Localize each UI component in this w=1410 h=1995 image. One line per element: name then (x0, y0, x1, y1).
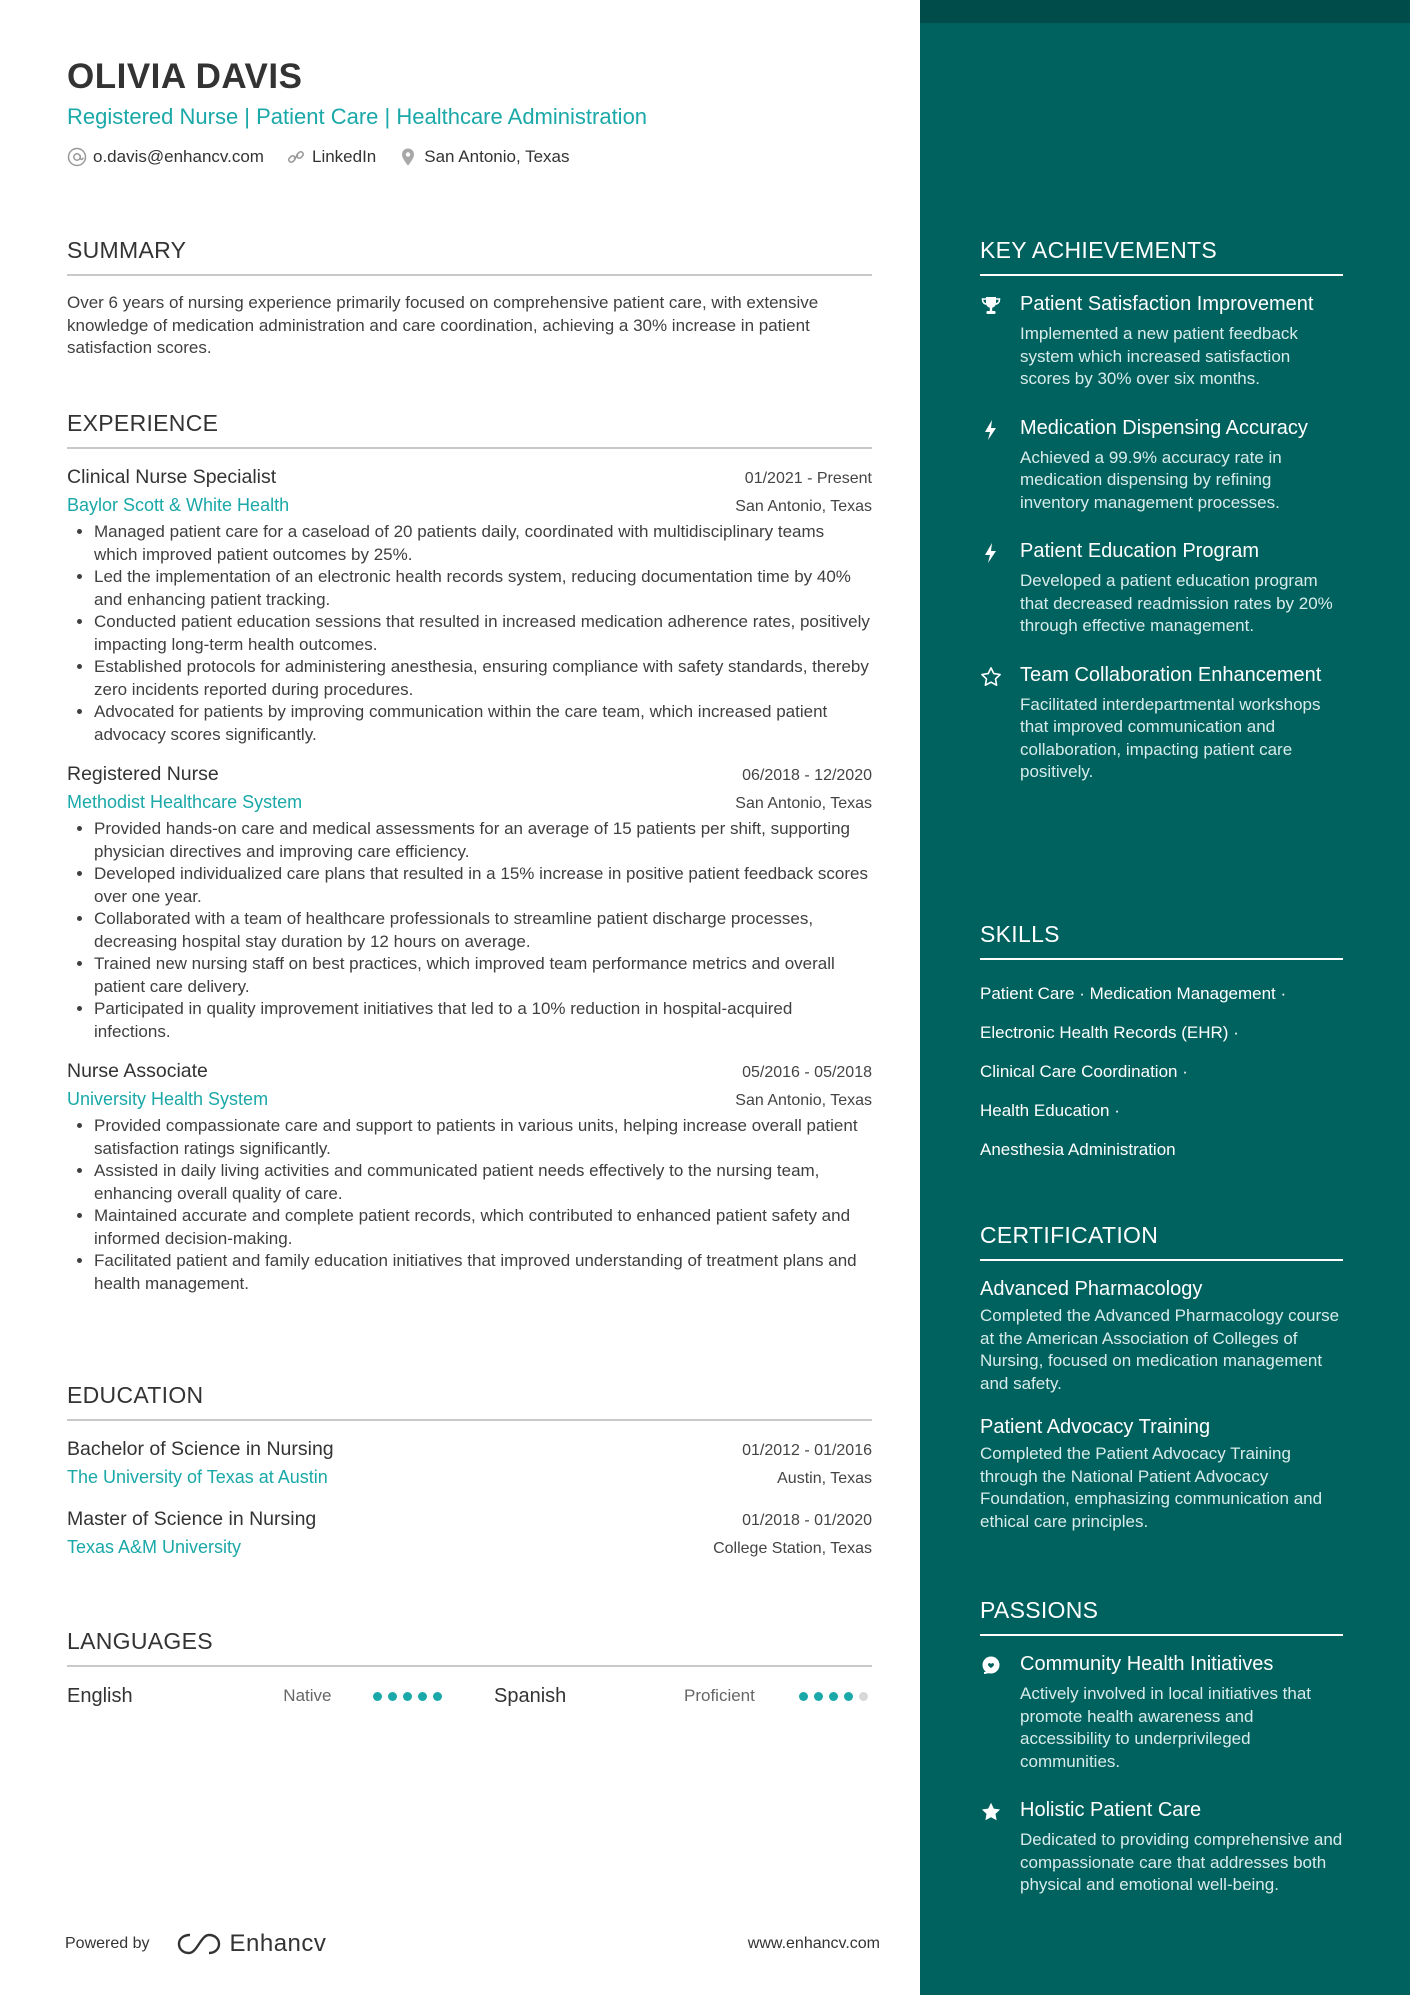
achievement-title: Team Collaboration Enhancement (1020, 663, 1322, 686)
lightning-icon (980, 419, 1002, 441)
certification-name: Advanced Pharmacology (980, 1278, 1203, 1300)
job-bullet: • Developed individualized care plans that resulted in a 15% increase in positive patient feedback scores over one year. (94, 863, 872, 908)
at-icon (67, 147, 87, 167)
summary-title: SUMMARY (67, 236, 872, 276)
education-degree: Master of Science in Nursing (67, 1508, 317, 1530)
contact-list (67, 147, 872, 167)
enhancv-logo[interactable] (176, 1930, 327, 1958)
achievement-description: Developed a patient education program that decreased readmission rates by 20% through effective management. (1020, 571, 1333, 635)
skills-section (980, 920, 1343, 1169)
job-entry (67, 463, 872, 746)
achievement-item (980, 538, 1343, 638)
sidebar-top-band (920, 0, 1410, 23)
enhancv-logo-icon (176, 1931, 222, 1957)
job-organization: Methodist Healthcare System (67, 792, 303, 812)
job-bullet: • Conducted patient education sessions that resulted in increased medication adherence rates, positively impacting long-term health outcomes. (94, 611, 872, 656)
sidebar (920, 0, 1410, 1995)
rating-dot-filled (844, 1692, 853, 1701)
skills-title: SKILLS (980, 920, 1343, 960)
contact-location (398, 147, 569, 167)
contact-linkedin[interactable] (286, 147, 376, 167)
language-level: Proficient (684, 1686, 755, 1705)
rating-dot-filled (373, 1692, 382, 1701)
job-bullet: • Provided hands-on care and medical assessments for an average of 15 patients per shift, supporting physician directives and improving care efficiency. (94, 818, 872, 863)
location-pin-icon (398, 147, 418, 167)
experience-section (67, 409, 872, 1295)
certification-section (980, 1221, 1343, 1533)
languages-title: LANGUAGES (67, 1627, 872, 1667)
job-bullet: • Advocated for patients by improving communication within the care team, which increased patient advocacy scores significantly. (94, 701, 872, 746)
education-entry (67, 1435, 872, 1491)
achievement-description: Facilitated interdepartmental workshops that improved communication and collaboration, impacting patient care positively. (1020, 694, 1321, 781)
achievement-title: Medication Dispensing Accuracy (1020, 416, 1308, 439)
language-name: Spanish (494, 1684, 567, 1707)
job-organization: Baylor Scott & White Health (67, 495, 290, 515)
experience-title: EXPERIENCE (67, 409, 872, 449)
skill-line: Electronic Health Records (EHR) · (980, 1023, 1239, 1042)
certification-item (980, 1275, 1343, 1395)
enhancv-logo-text: Enhancv (229, 1930, 327, 1957)
rating-dot-filled (403, 1692, 412, 1701)
certification-title: CERTIFICATION (980, 1221, 1343, 1261)
skill-line: Anesthesia Administration (980, 1140, 1176, 1159)
language-name: English (67, 1684, 133, 1707)
education-entry (67, 1505, 872, 1561)
job-bullet: • Provided compassionate care and support to patients in various units, helping increase overall patient satisfaction ratings significantly. (94, 1115, 872, 1160)
resume-header (67, 56, 872, 167)
job-bullet: • Established protocols for administering anesthesia, ensuring compliance with safety standards, thereby zero incidents reported during procedures. (94, 656, 872, 701)
job-bullet: • Maintained accurate and complete patient records, which contributed to enhanced patient safety and informed decision-making. (94, 1205, 872, 1250)
job-organization: University Health System (67, 1089, 269, 1109)
language-item (67, 1685, 442, 1708)
languages-section (67, 1627, 872, 1711)
rating-dot-filled (418, 1692, 427, 1701)
contact-linkedin-text: LinkedIn (311, 147, 377, 166)
education-title: EDUCATION (67, 1381, 872, 1421)
skill-line: Clinical Care Coordination · (980, 1062, 1188, 1081)
rating-dot-filled (433, 1692, 442, 1701)
job-title: Registered Nurse (67, 763, 219, 785)
job-dates: 01/2021 - Present (744, 470, 872, 487)
education-dates: 01/2012 - 01/2016 (742, 1442, 872, 1459)
summary-text: Over 6 years of nursing experience primarily focused on comprehensive patient care, with extensive knowledge of medication administration and care coordination, achieving a 30% increase in patient satisfaction scores. (67, 293, 819, 357)
language-level: Native (283, 1686, 332, 1705)
achievement-item (980, 415, 1343, 515)
job-entry (67, 760, 872, 1043)
contact-email[interactable] (67, 147, 264, 167)
language-item (494, 1685, 872, 1708)
contact-location-text: San Antonio, Texas (424, 147, 570, 166)
education-dates: 01/2018 - 01/2020 (742, 1512, 872, 1529)
candidate-name: OLIVIA DAVIS (67, 57, 303, 96)
job-entry (67, 1057, 872, 1295)
education-degree: Bachelor of Science in Nursing (67, 1438, 334, 1460)
rating-dot-filled (799, 1692, 808, 1701)
job-location: San Antonio, Texas (735, 498, 872, 515)
education-section (67, 1381, 872, 1561)
achievement-description: Achieved a 99.9% accuracy rate in medication dispensing by refining inventory management processes. (1020, 447, 1282, 512)
job-bullet: • Led the implementation of an electronic health records system, reducing documentation time by 40% and enhancing patient tracking. (94, 566, 872, 611)
job-bullet: • Trained new nursing staff on best practices, which improved team performance metrics and overall patient care delivery. (94, 953, 872, 998)
achievement-description: Implemented a new patient feedback system which increased satisfaction scores by 30% over six months. (1020, 324, 1298, 388)
rating-dot-filled (814, 1692, 823, 1701)
skills-list (980, 974, 1343, 1169)
passion-description: Actively involved in local initiatives that promote health awareness and accessibility to underprivileged communities. (1020, 1684, 1312, 1771)
education-location: College Station, Texas (713, 1540, 872, 1557)
lightning-icon (980, 542, 1002, 564)
rating-dot-filled (829, 1692, 838, 1701)
skill-line: Health Education · (980, 1101, 1120, 1120)
certification-item (980, 1413, 1343, 1533)
passion-title: Holistic Patient Care (1020, 1799, 1202, 1821)
passions-section (980, 1596, 1343, 1897)
education-school: Texas A&M University (67, 1537, 242, 1557)
achievement-title: Patient Satisfaction Improvement (1020, 293, 1314, 315)
passion-item (980, 1651, 1343, 1773)
achievements-section (980, 236, 1343, 784)
job-bullet: • Facilitated patient and family education initiatives that improved understanding of treatment plans and health management. (94, 1250, 872, 1295)
achievement-item (980, 291, 1343, 391)
job-dates: 05/2016 - 05/2018 (742, 1064, 872, 1081)
language-rating (373, 1692, 442, 1701)
achievement-title: Patient Education Program (1020, 540, 1260, 562)
job-bullets (67, 1115, 872, 1295)
star-outline-icon (980, 666, 1002, 688)
job-title: Clinical Nurse Specialist (67, 466, 277, 488)
certification-name: Patient Advocacy Training (980, 1416, 1211, 1438)
star-icon (980, 1801, 1002, 1823)
languages-row (67, 1681, 872, 1711)
certification-description: Completed the Advanced Pharmacology course at the American Association of Colleges of Nursing, focused on medication management and safety. (980, 1306, 1340, 1393)
heart-hand-icon (980, 1655, 1002, 1677)
powered-by-label: Powered by (65, 1935, 150, 1952)
footer-url[interactable]: www.enhancv.com (747, 1935, 880, 1952)
contact-email-text: o.davis@enhancv.com (93, 147, 264, 166)
job-bullet: • Participated in quality improvement initiatives that led to a 10% reduction in hospital-acquired infections. (94, 998, 872, 1043)
language-rating (799, 1692, 868, 1701)
certification-description: Completed the Patient Advocacy Training through the National Patient Advocacy Foundation, emphasizing communication and ethical care principles. (980, 1444, 1323, 1531)
job-location: San Antonio, Texas (735, 795, 872, 812)
passion-description: Dedicated to providing comprehensive and compassionate care that addresses both physical and emotional well-being. (1020, 1830, 1343, 1894)
job-bullet: • Assisted in daily living activities and communicated patient needs effectively to the nursing team, enhancing overall quality of care. (94, 1160, 872, 1205)
achievement-item (980, 662, 1343, 784)
summary-section (67, 236, 872, 360)
passions-title: PASSIONS (980, 1596, 1343, 1636)
passion-item (980, 1797, 1343, 1897)
link-icon (286, 147, 306, 167)
job-location: San Antonio, Texas (735, 1092, 872, 1109)
job-title: Nurse Associate (67, 1060, 208, 1082)
job-bullets (67, 521, 872, 746)
page-footer (65, 1930, 880, 1958)
job-dates: 06/2018 - 12/2020 (742, 767, 872, 784)
job-bullets (67, 818, 872, 1043)
rating-dot-filled (388, 1692, 397, 1701)
trophy-icon (980, 295, 1002, 317)
rating-dot-empty (859, 1692, 868, 1701)
passion-title: Community Health Initiatives (1020, 1653, 1274, 1675)
powered-by (65, 1930, 326, 1958)
education-location: Austin, Texas (777, 1470, 872, 1487)
candidate-tagline: Registered Nurse | Patient Care | Healthcare Administration (67, 104, 648, 129)
skill-line: Patient Care · Medication Management · (980, 984, 1287, 1003)
achievements-title: KEY ACHIEVEMENTS (980, 236, 1343, 276)
education-school: The University of Texas at Austin (67, 1467, 328, 1487)
job-bullet: • Managed patient care for a caseload of 20 patients daily, coordinated with multidisciplinary teams which improved patient outcomes by 25%. (94, 521, 872, 566)
job-bullet: • Collaborated with a team of healthcare professionals to streamline patient discharge processes, decreasing hospital stay duration by 12 hours on average. (94, 908, 872, 953)
